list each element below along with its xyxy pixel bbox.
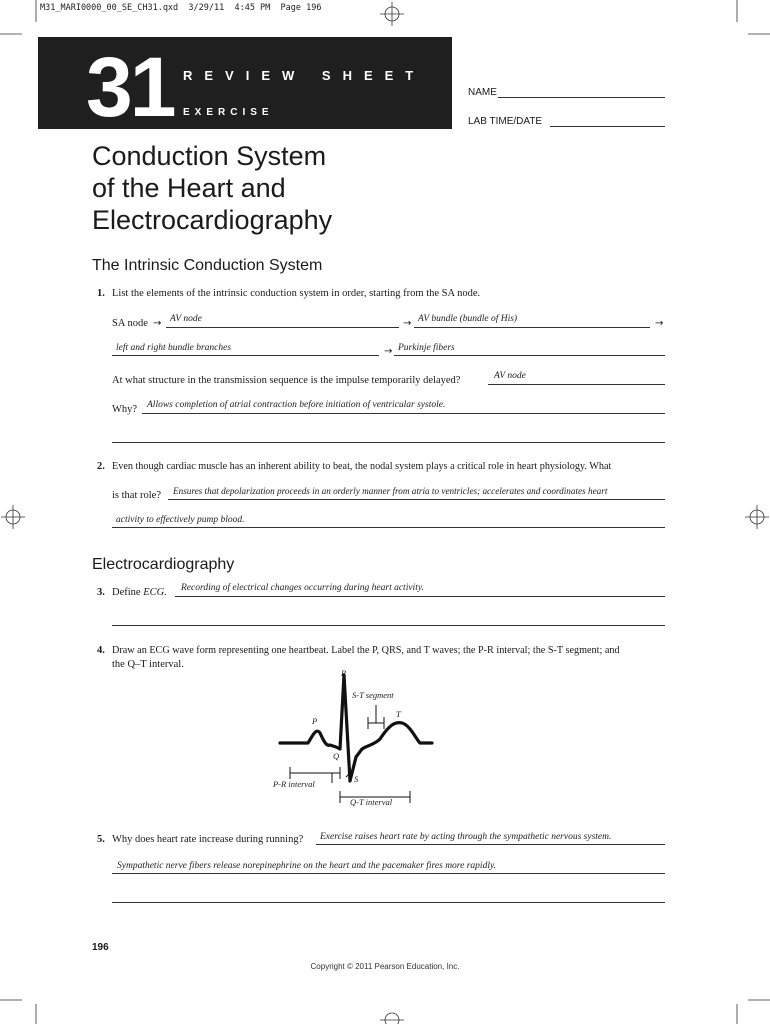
page-number: 196 xyxy=(92,942,109,953)
q2-answer-1: Ensures that depolarization proceeds in an orderly manner from atria to ventricles; accelerates and coordinates heart xyxy=(173,486,608,496)
q5-text: Why does heart rate increase during running? xyxy=(112,834,304,845)
arrow-icon: → xyxy=(384,346,393,357)
copyright: Copyright © 2011 Pearson Education, Inc. xyxy=(310,962,460,971)
ecg-label-t: T xyxy=(396,709,401,719)
q4-number: 4. xyxy=(97,645,105,656)
section-heading-ecg: Electrocardiography xyxy=(92,556,235,573)
why-blank-2[interactable] xyxy=(112,442,665,443)
q2-blank-2[interactable] xyxy=(112,527,665,528)
q3-ecg: ECG. xyxy=(143,587,167,598)
q1-blank-3[interactable] xyxy=(112,355,379,356)
q3-number: 3. xyxy=(97,587,105,598)
file-slug: M31_MARI0000_00_SE_CH31.qxd 3/29/11 4:45 PM Page 196 xyxy=(40,3,322,13)
ecg-label-q: Q xyxy=(333,751,340,761)
ecg-label-s: S xyxy=(354,774,359,784)
q2-number: 2. xyxy=(97,461,105,472)
exercise-number: 31 xyxy=(86,40,174,134)
q4-text: Draw an ECG wave form representing one heartbeat. Label the P, QRS, and T waves; the P-R interval; the S-T segment; and xyxy=(112,645,620,656)
review-sheet-label: REVIEW SHEET xyxy=(183,68,426,83)
arrow-icon: → xyxy=(153,318,162,329)
title-line-3: Electrocardiography xyxy=(92,205,333,235)
arrow-icon: → xyxy=(403,318,412,329)
q1-blank-2[interactable] xyxy=(414,327,650,328)
name-label: NAME xyxy=(468,87,497,98)
ecg-label-p: P xyxy=(312,716,318,726)
q1-text: List the elements of the intrinsic conduction system in order, starting from the SA node. xyxy=(112,288,481,299)
q5-blank-2[interactable] xyxy=(112,873,665,874)
q3-blank-1[interactable] xyxy=(175,596,665,597)
q2-text-2: is that role? xyxy=(112,490,161,501)
q2-blank-1[interactable] xyxy=(168,499,665,500)
ecg-label-pr-interval: P-R interval xyxy=(273,779,315,789)
q3-text xyxy=(112,587,167,598)
q5-answer-2: Sympathetic nerve fibers release norepinephrine on the heart and the pacemaker fires more rapidly. xyxy=(117,861,497,871)
q1-answer-1: AV node xyxy=(170,314,202,324)
ecg-label-qt-interval: Q-T interval xyxy=(350,797,393,807)
ecg-label-st-segment: S-T segment xyxy=(352,690,394,700)
q1-answer-2: AV bundle (bundle of His) xyxy=(418,314,518,324)
lab-time-field[interactable] xyxy=(550,126,665,127)
q2-answer-2: activity to effectively pump blood. xyxy=(116,515,245,525)
q1-answer-4: Purkinje fibers xyxy=(398,343,455,353)
q1-answer-3: left and right bundle branches xyxy=(116,343,232,353)
q3-define: Define xyxy=(112,587,141,598)
name-field[interactable] xyxy=(498,97,665,98)
q5-number: 5. xyxy=(97,834,105,845)
q2-text: Even though cardiac muscle has an inherent ability to beat, the nodal system plays a critical role in heart physiology. What xyxy=(112,461,612,472)
title-line-2: of the Heart and xyxy=(92,173,286,203)
sa-node-label: SA node xyxy=(112,318,148,329)
q3-answer: Recording of electrical changes occurring during heart activity. xyxy=(181,583,424,593)
q3-blank-2[interactable] xyxy=(112,625,665,626)
delay-blank[interactable] xyxy=(488,384,665,385)
title-line-1: Conduction System xyxy=(92,141,327,171)
why-label: Why? xyxy=(112,404,138,415)
q4-text-2: the Q–T interval. xyxy=(112,659,184,670)
arrow-icon: → xyxy=(655,318,664,329)
section-heading-conduction: The Intrinsic Conduction System xyxy=(92,257,323,274)
q1-blank-1[interactable] xyxy=(166,327,399,328)
q1-number: 1. xyxy=(97,288,105,299)
why-blank-1[interactable] xyxy=(142,413,665,414)
why-answer: Allows completion of atrial contraction before initiation of ventricular systole. xyxy=(147,400,446,410)
q5-blank-1[interactable] xyxy=(316,844,665,845)
ecg-waveform xyxy=(270,665,450,815)
exercise-label: EXERCISE xyxy=(183,107,274,118)
delay-answer: AV node xyxy=(494,371,526,381)
ecg-label-r: R xyxy=(341,668,347,678)
lab-time-label: LAB TIME/DATE xyxy=(468,116,543,127)
q1-blank-4[interactable] xyxy=(394,355,665,356)
q5-blank-3[interactable] xyxy=(112,902,665,903)
q5-answer-1: Exercise raises heart rate by acting through the sympathetic nervous system. xyxy=(320,832,612,842)
page-title xyxy=(92,140,332,236)
delay-question: At what structure in the transmission sequence is the impulse temporarily delayed? xyxy=(112,375,461,386)
